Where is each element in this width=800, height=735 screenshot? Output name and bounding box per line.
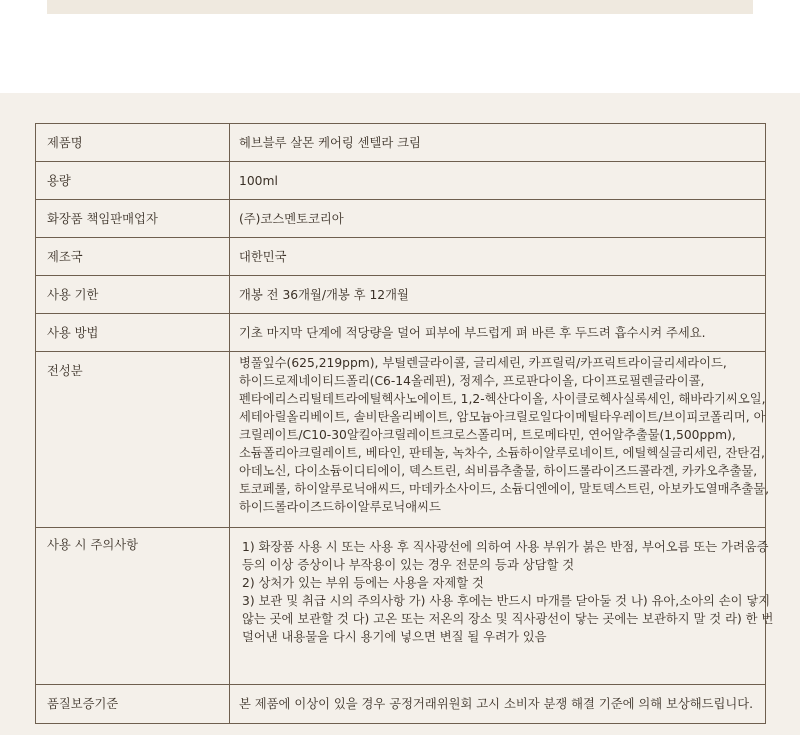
ingredients-line: 크릴레이트/C10-30알킬아크릴레이트크로스폴리머, 트로메타민, 연어알추출물(1,500ppm), bbox=[239, 428, 736, 442]
value-distributor: (주)코스멘토코리아 bbox=[230, 200, 766, 238]
caution-line: 덜어낸 내용물을 다시 용기에 넣으면 변질 될 우려가 있음 bbox=[242, 630, 547, 644]
label-ingredients: 전성분 bbox=[36, 352, 230, 528]
product-info-table bbox=[35, 123, 774, 724]
label-usage: 사용 방법 bbox=[36, 314, 230, 352]
ingredients-line: 펜타에리스리틸테트라에틸헥사노에이트, 1,2-헥산다이올, 사이클로헥사실록세인, 해바라기씨오일, bbox=[239, 392, 766, 406]
table-row-ingredients bbox=[36, 352, 766, 528]
value-product-name: 헤브블루 살몬 케어링 센텔라 크림 bbox=[230, 124, 766, 162]
table-row-cautions bbox=[36, 528, 766, 685]
table-row-usage bbox=[36, 314, 766, 352]
label-expiry: 사용 기한 bbox=[36, 276, 230, 314]
label-distributor: 화장품 책임판매업자 bbox=[36, 200, 230, 238]
value-volume: 100ml bbox=[230, 162, 766, 200]
label-volume: 용량 bbox=[36, 162, 230, 200]
table-row-product-name bbox=[36, 124, 766, 162]
caution-line: 않는 곳에 보관할 것 다) 고온 또는 저온의 장소 및 직사광선이 닿는 곳에는 보관하지 말 것 라) 한 번 bbox=[242, 612, 774, 626]
ingredients-line: 병풀잎수(625,219ppm), 부틸렌글라이콜, 글리세린, 카프릴릭/카프릭트라이글리세라이드, bbox=[239, 356, 727, 370]
caution-line: 등의 이상 증상이나 부작용이 있는 경우 전문의 등과 상담할 것 bbox=[242, 558, 575, 572]
ingredients-line: 소듐폴리아크릴레이트, 베타인, 판테놀, 녹차수, 소듐하이알루로네이트, 에틸헥실글리세린, 잔탄검, bbox=[239, 446, 765, 460]
caution-line: 2) 상처가 있는 부위 등에는 사용을 자제할 것 bbox=[242, 576, 484, 590]
label-product-name: 제품명 bbox=[36, 124, 230, 162]
ingredients-line: 하이드롤라이즈드하이알루로닉애씨드 bbox=[239, 500, 441, 514]
table-row-distributor bbox=[36, 200, 766, 238]
top-image-strip bbox=[47, 0, 753, 14]
table-row-country bbox=[36, 238, 766, 276]
ingredients-line: 아데노신, 다이소듐이디티에이, 덱스트린, 쇠비름추출물, 하이드롤라이즈드콜라겐, 카카오추출물, bbox=[239, 464, 758, 478]
table-row-quality bbox=[36, 685, 766, 724]
value-usage: 기초 마지막 단계에 적당량을 덜어 피부에 부드럽게 펴 바른 후 두드려 흡수시켜 주세요. bbox=[230, 314, 766, 352]
table-row-volume bbox=[36, 162, 766, 200]
value-ingredients bbox=[230, 352, 770, 528]
ingredients-line: 하이드로제네이티드폴리(C6-14올레핀), 정제수, 프로판다이올, 다이프로필렌글라이콜, bbox=[239, 374, 705, 388]
label-quality: 품질보증기준 bbox=[36, 685, 230, 724]
table-row-expiry bbox=[36, 276, 766, 314]
caution-line: 3) 보관 및 취급 시의 주의사항 가) 사용 후에는 반드시 마개를 닫아둘 것 나) 유아,소아의 손이 닿지 bbox=[242, 594, 771, 608]
value-cautions bbox=[230, 528, 774, 685]
ingredients-line: 토코페롤, 하이알루로닉애씨드, 마데카소사이드, 소듐디엔에이, 말토덱스트린, 아보카도열매추출물, bbox=[239, 482, 770, 496]
ingredients-line: 세테아릴올리베이트, 솔비탄올리베이트, 암모늄아크릴로일다이메틸타우레이트/브이피코폴리머, 아 bbox=[239, 410, 766, 424]
label-cautions: 사용 시 주의사항 bbox=[36, 528, 230, 685]
value-country: 대한민국 bbox=[230, 238, 766, 276]
value-expiry: 개봉 전 36개월/개봉 후 12개월 bbox=[230, 276, 766, 314]
caution-line: 1) 화장품 사용 시 또는 사용 후 직사광선에 의하여 사용 부위가 붉은 반점, 부어오름 또는 가려움증 bbox=[242, 540, 769, 554]
value-quality: 본 제품에 이상이 있을 경우 공정거래위원회 고시 소비자 분쟁 해결 기준에 의해 보상해드립니다. bbox=[230, 685, 766, 724]
label-country: 제조국 bbox=[36, 238, 230, 276]
